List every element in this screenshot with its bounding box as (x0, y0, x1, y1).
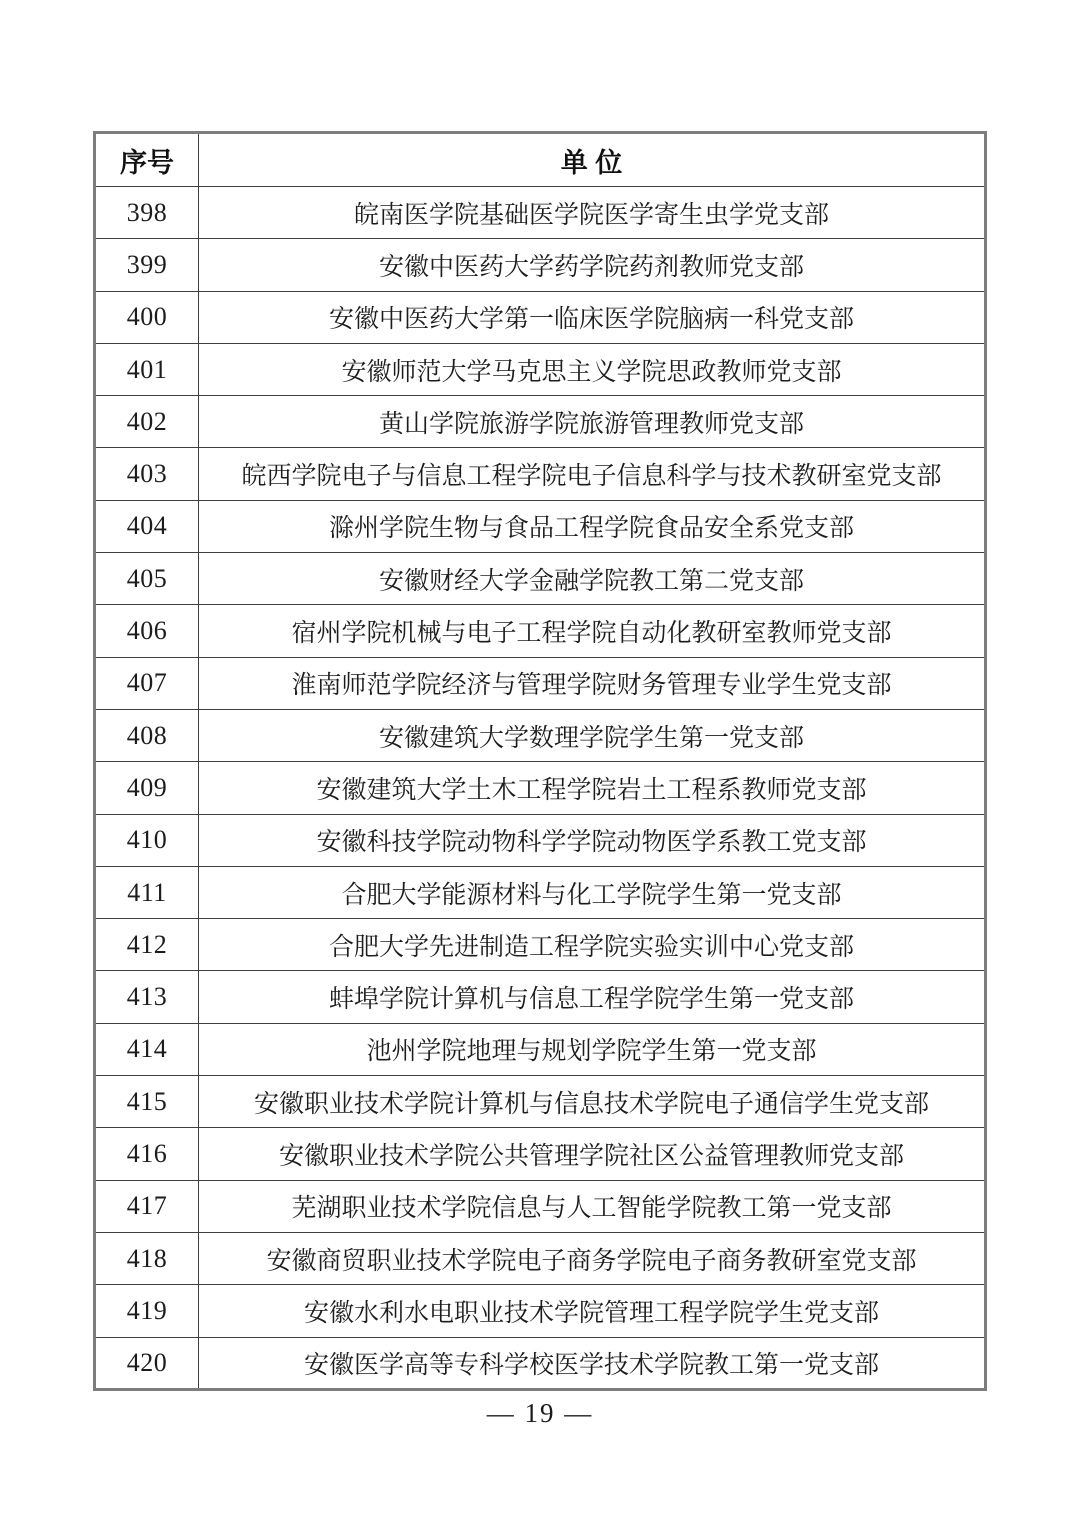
row-unit-cell: 安徽科技学院动物科学学院动物医学系教工党支部 (199, 814, 986, 866)
row-index-cell: 401 (95, 343, 199, 395)
row-unit-cell: 淮南师范学院经济与管理学院财务管理专业学生党支部 (199, 657, 986, 709)
row-index-cell: 405 (95, 553, 199, 605)
table-row (95, 1023, 986, 1075)
row-index-cell: 415 (95, 1076, 199, 1128)
table-body (95, 187, 986, 1390)
page-number: — 19 — (486, 1398, 594, 1428)
row-unit-cell: 安徽职业技术学院计算机与信息技术学院电子通信学生党支部 (199, 1076, 986, 1128)
row-index-cell: 414 (95, 1023, 199, 1075)
table-row (95, 1128, 986, 1180)
table-row (95, 1180, 986, 1232)
row-index-cell: 402 (95, 396, 199, 448)
row-index-cell: 416 (95, 1128, 199, 1180)
row-index-cell: 413 (95, 971, 199, 1023)
table-row (95, 553, 986, 605)
row-unit-cell: 皖西学院电子与信息工程学院电子信息科学与技术教研室党支部 (199, 448, 986, 500)
row-unit-cell: 安徽建筑大学土木工程学院岩土工程系教师党支部 (199, 762, 986, 814)
row-unit-cell: 安徽水利水电职业技术学院管理工程学院学生党支部 (199, 1285, 986, 1337)
table-row (95, 448, 986, 500)
table-row (95, 709, 986, 761)
table-row (95, 291, 986, 343)
row-unit-cell: 黄山学院旅游学院旅游管理教师党支部 (199, 396, 986, 448)
row-unit-cell: 宿州学院机械与电子工程学院自动化教研室教师党支部 (199, 605, 986, 657)
table-row (95, 1232, 986, 1284)
row-index-cell: 409 (95, 762, 199, 814)
table-row (95, 971, 986, 1023)
row-index-cell: 400 (95, 291, 199, 343)
row-index-cell: 398 (95, 187, 199, 239)
row-index-cell: 419 (95, 1285, 199, 1337)
row-unit-cell: 安徽中医药大学第一临床医学院脑病一科党支部 (199, 291, 986, 343)
column-header-unit: 单 位 (199, 133, 986, 187)
table-row (95, 500, 986, 552)
row-index-cell: 403 (95, 448, 199, 500)
units-table (93, 131, 987, 1391)
table-row (95, 762, 986, 814)
row-unit-cell: 安徽职业技术学院公共管理学院社区公益管理教师党支部 (199, 1128, 986, 1180)
row-unit-cell: 合肥大学先进制造工程学院实验实训中心党支部 (199, 919, 986, 971)
table-row (95, 396, 986, 448)
table-row (95, 605, 986, 657)
row-index-cell: 404 (95, 500, 199, 552)
table-row (95, 1076, 986, 1128)
table-head (95, 133, 986, 187)
row-index-cell: 406 (95, 605, 199, 657)
row-index-cell: 399 (95, 239, 199, 291)
row-unit-cell: 池州学院地理与规划学院学生第一党支部 (199, 1023, 986, 1075)
row-index-cell: 408 (95, 709, 199, 761)
row-unit-cell: 合肥大学能源材料与化工学院学生第一党支部 (199, 866, 986, 918)
table-row (95, 1285, 986, 1337)
row-index-cell: 411 (95, 866, 199, 918)
table-row (95, 1337, 986, 1389)
row-index-cell: 407 (95, 657, 199, 709)
row-unit-cell: 安徽商贸职业技术学院电子商务学院电子商务教研室党支部 (199, 1232, 986, 1284)
row-unit-cell: 安徽建筑大学数理学院学生第一党支部 (199, 709, 986, 761)
table-row (95, 919, 986, 971)
table-row (95, 187, 986, 239)
row-index-cell: 417 (95, 1180, 199, 1232)
table-row (95, 239, 986, 291)
table-header-row (95, 133, 986, 187)
row-unit-cell: 皖南医学院基础医学院医学寄生虫学党支部 (199, 187, 986, 239)
row-unit-cell: 安徽师范大学马克思主义学院思政教师党支部 (199, 343, 986, 395)
row-index-cell: 420 (95, 1337, 199, 1389)
row-index-cell: 412 (95, 919, 199, 971)
table-row (95, 814, 986, 866)
table-row (95, 866, 986, 918)
row-unit-cell: 芜湖职业技术学院信息与人工智能学院教工第一党支部 (199, 1180, 986, 1232)
row-unit-cell: 安徽中医药大学药学院药剂教师党支部 (199, 239, 986, 291)
row-unit-cell: 安徽医学高等专科学校医学技术学院教工第一党支部 (199, 1337, 986, 1389)
row-unit-cell: 蚌埠学院计算机与信息工程学院学生第一党支部 (199, 971, 986, 1023)
table-row (95, 343, 986, 395)
row-index-cell: 410 (95, 814, 199, 866)
row-unit-cell: 安徽财经大学金融学院教工第二党支部 (199, 553, 986, 605)
table-row (95, 657, 986, 709)
row-index-cell: 418 (95, 1232, 199, 1284)
row-unit-cell: 滁州学院生物与食品工程学院食品安全系党支部 (199, 500, 986, 552)
column-header-index: 序号 (95, 133, 199, 187)
